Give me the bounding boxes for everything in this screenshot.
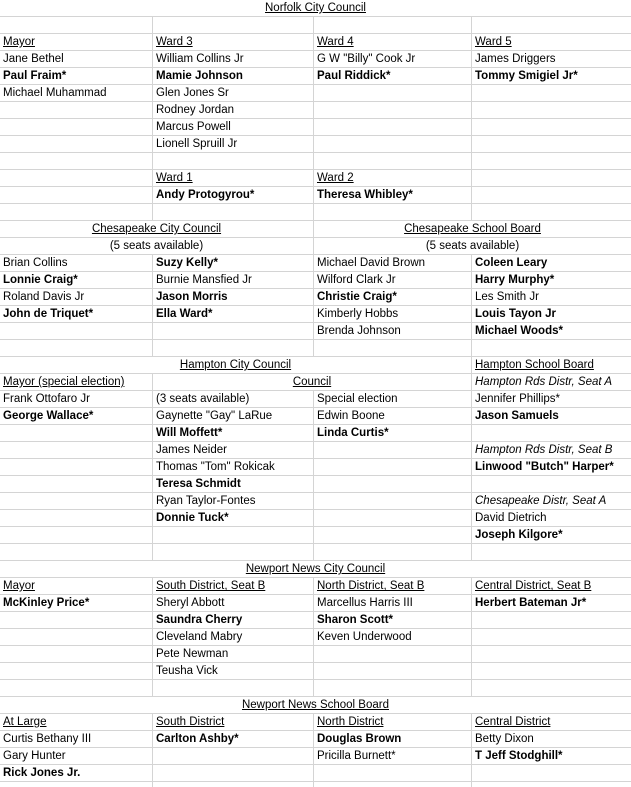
candidate-cell: Mamie Johnson [153,68,314,84]
empty-cell [314,204,472,220]
empty-cell [0,153,153,169]
candidate-cell: Jason Morris [153,289,314,305]
candidate-cell: Pricilla Burnett* [314,748,472,764]
candidate-cell: (5 seats available) [425,240,520,252]
empty-cell [472,153,631,169]
sheet-row [0,340,631,357]
empty-cell [0,663,153,679]
candidate-cell: Jason Samuels [475,410,559,422]
candidate-cell: Wilford Clark Jr [314,272,472,288]
candidate-cell: Andy Protogyrou* [153,187,314,203]
candidate-cell: Teusha Vick [153,663,314,679]
sheet-row [0,561,631,578]
empty-cell [472,680,631,696]
empty-cell [472,544,631,560]
sheet-row [0,731,631,748]
column-header: Mayor [0,34,153,50]
empty-cell [472,425,631,441]
candidate-cell: Ella Ward* [153,306,314,322]
column-header: Mayor (special election) [0,374,153,390]
candidate-cell: Les Smith Jr [475,291,539,303]
sheet-row [0,323,631,340]
empty-cell [314,102,472,118]
column-header: Ward 3 [153,34,314,50]
candidate-cell: Glen Jones Sr [153,85,314,101]
candidate-cell: Christie Craig* [314,289,472,305]
sheet-row [0,221,631,238]
empty-cell [314,544,472,560]
empty-cell [314,493,472,509]
sheet-row [0,0,631,17]
empty-cell [314,153,472,169]
empty-cell [153,340,314,356]
empty-cell [153,153,314,169]
empty-cell [314,459,472,475]
section-title: Norfolk City Council [265,2,366,14]
empty-cell [314,119,472,135]
candidate-cell: Lonnie Craig* [0,272,153,288]
empty-cell [314,510,472,526]
empty-cell [0,102,153,118]
candidate-cell: William Collins Jr [153,51,314,67]
sheet-row [0,459,631,476]
section-title: Newport News School Board [241,699,389,711]
candidate-cell: Louis Tayon Jr [475,308,556,320]
candidate-cell: Rodney Jordan [153,102,314,118]
empty-cell [472,136,631,152]
candidate-cell: Marcellus Harris III [314,595,472,611]
candidate-cell: Carlton Ashby* [153,731,314,747]
sheet-row [0,595,631,612]
candidate-cell: Keven Underwood [314,629,472,645]
sheet-row [0,153,631,170]
candidate-cell: Tommy Smigiel Jr* [475,70,578,82]
column-header: Ward 2 [314,170,472,186]
candidate-cell: Will Moffett* [153,425,314,441]
sheet-row [0,544,631,561]
sheet-row [0,289,631,306]
sheet-row [0,357,631,374]
empty-cell [314,136,472,152]
seat-label: Hampton Rds Distr, Seat A [475,376,612,388]
candidate-cell: Thomas "Tom" Rokicak [153,459,314,475]
sheet-row [0,85,631,102]
candidate-cell: Paul Fraim* [0,68,153,84]
column-header: Hampton School Board [475,359,594,371]
sheet-row [0,527,631,544]
candidate-cell: Frank Ottofaro Jr [0,391,153,407]
empty-cell [314,85,472,101]
empty-cell [153,680,314,696]
column-header: Mayor [0,578,153,594]
empty-cell [0,425,153,441]
candidate-cell: G W "Billy" Cook Jr [314,51,472,67]
candidate-cell: James Neider [153,442,314,458]
empty-cell [0,187,153,203]
empty-cell [0,527,153,543]
column-header: Central District, Seat B [475,580,592,592]
sheet-row [0,68,631,85]
empty-cell [0,119,153,135]
sheet-row [0,425,631,442]
empty-cell [314,17,472,33]
section-title: Chesapeake City Council [0,221,314,237]
candidate-cell: Sharon Scott* [314,612,472,628]
candidate-cell: George Wallace* [0,408,153,424]
empty-cell [314,340,472,356]
section-title: Council [153,374,472,390]
candidate-cell: Pete Newman [153,646,314,662]
empty-cell [0,476,153,492]
column-header: Central District [475,716,551,728]
candidate-cell: Harry Murphy* [475,274,555,286]
candidate-cell: (5 seats available) [0,238,314,254]
candidate-cell: Donnie Tuck* [153,510,314,526]
empty-cell [0,459,153,475]
sheet-row [0,119,631,136]
empty-cell [314,680,472,696]
sheet-row [0,697,631,714]
sheet-row [0,748,631,765]
candidate-cell: Michael Muhammad [0,85,153,101]
empty-cell [472,476,631,492]
candidate-cell: Edwin Boone [314,408,472,424]
sheet-row [0,578,631,595]
empty-cell [314,527,472,543]
sheet-row [0,442,631,459]
sheet-row [0,51,631,68]
candidate-cell: (3 seats available) [153,391,314,407]
sheet-row [0,765,631,782]
sheet-row [0,629,631,646]
candidate-cell: Ryan Taylor-Fontes [153,493,314,509]
empty-cell [153,323,314,339]
empty-cell [472,340,631,356]
sheet-row [0,782,631,787]
sheet-row [0,204,631,221]
candidate-cell: Betty Dixon [475,733,534,745]
empty-cell [0,544,153,560]
candidate-cell: Linwood "Butch" Harper* [475,461,614,473]
empty-cell [0,442,153,458]
empty-cell [472,629,631,645]
empty-cell [153,748,314,764]
sheet-row [0,255,631,272]
section-title: Newport News City Council [245,563,386,575]
column-header: North District [314,714,472,730]
sheet-row [0,510,631,527]
empty-cell [472,204,631,220]
empty-cell [0,510,153,526]
empty-cell [472,170,631,186]
empty-cell [472,187,631,203]
empty-cell [472,782,631,787]
empty-cell [0,323,153,339]
candidate-cell: Kimberly Hobbs [314,306,472,322]
empty-cell [0,340,153,356]
column-header: South District [153,714,314,730]
empty-cell [472,85,631,101]
seat-label: Chesapeake Distr, Seat A [475,495,607,507]
candidate-cell: Linda Curtis* [314,425,472,441]
candidate-cell: Gary Hunter [0,748,153,764]
seat-label: Hampton Rds Distr, Seat B [475,444,613,456]
candidate-cell: Burnie Mansfied Jr [153,272,314,288]
sheet-row [0,408,631,425]
empty-cell [0,204,153,220]
empty-cell [314,646,472,662]
candidate-cell: James Driggers [475,53,556,65]
empty-cell [314,782,472,787]
candidate-cell: Coleen Leary [475,257,548,269]
empty-cell [472,612,631,628]
column-header: North District, Seat B [314,578,472,594]
empty-cell [472,765,631,781]
candidate-cell: Suzy Kelly* [153,255,314,271]
column-header: South District, Seat B [153,578,314,594]
empty-cell [153,544,314,560]
empty-cell [314,765,472,781]
sheet-row [0,476,631,493]
sheet-row [0,306,631,323]
empty-cell [153,527,314,543]
candidate-cell: Special election [314,391,472,407]
empty-cell [314,476,472,492]
empty-cell [0,646,153,662]
empty-cell [0,629,153,645]
empty-cell [153,765,314,781]
empty-cell [472,646,631,662]
empty-cell [472,119,631,135]
sheet-row [0,391,631,408]
candidate-cell: Rick Jones Jr. [0,765,153,781]
empty-cell [153,782,314,787]
section-title: Chesapeake School Board [404,223,541,235]
candidate-cell: Brian Collins [0,255,153,271]
candidate-cell: Paul Riddick* [314,68,472,84]
empty-cell [0,170,153,186]
candidate-cell: Cleveland Mabry [153,629,314,645]
empty-cell [153,204,314,220]
empty-cell [314,442,472,458]
candidate-cell: Sheryl Abbott [153,595,314,611]
sheet-row [0,663,631,680]
column-header: At Large [0,714,153,730]
candidate-cell: Douglas Brown [314,731,472,747]
sheet-row [0,17,631,34]
candidate-cell: Curtis Bethany III [0,731,153,747]
sheet-row [0,612,631,629]
empty-cell [0,493,153,509]
candidate-cell: Herbert Bateman Jr* [475,597,587,609]
candidate-cell: Theresa Whibley* [314,187,472,203]
empty-cell [0,782,153,787]
candidate-cell: McKinley Price* [0,595,153,611]
column-header: Ward 4 [314,34,472,50]
sheet-row [0,238,631,255]
candidate-cell: Gaynette "Gay" LaRue [153,408,314,424]
sheet-row [0,493,631,510]
candidate-cell: Marcus Powell [153,119,314,135]
candidate-cell: Michael Woods* [475,325,563,337]
sheet-row [0,170,631,187]
sheet-row [0,187,631,204]
candidate-cell: Jane Bethel [0,51,153,67]
sheet-row [0,34,631,51]
sheet-row [0,136,631,153]
candidate-cell: Brenda Johnson [314,323,472,339]
empty-cell [472,102,631,118]
section-title: Hampton City Council [0,357,472,373]
empty-cell [314,663,472,679]
candidate-cell: Michael David Brown [314,255,472,271]
candidate-cell: T Jeff Stodghill* [475,750,563,762]
empty-cell [472,663,631,679]
sheet-row [0,272,631,289]
column-header: Ward 5 [475,36,512,48]
sheet-row [0,374,631,391]
sheet-row [0,102,631,119]
candidate-cell: Roland Davis Jr [0,289,153,305]
empty-cell [0,612,153,628]
candidate-cell: John de Triquet* [0,306,153,322]
sheet-row [0,680,631,697]
empty-cell [0,136,153,152]
sheet-row [0,646,631,663]
sheet-row [0,714,631,731]
empty-cell [472,17,631,33]
empty-cell [0,17,153,33]
candidate-cell: Teresa Schmidt [153,476,314,492]
candidate-cell: Jennifer Phillips* [475,393,561,405]
candidate-cell: Joseph Kilgore* [475,529,563,541]
empty-cell [153,17,314,33]
candidate-cell: Lionell Spruill Jr [153,136,314,152]
candidate-cell: David Dietrich [475,512,547,524]
empty-cell [0,680,153,696]
candidate-cell: Saundra Cherry [153,612,314,628]
column-header: Ward 1 [153,170,314,186]
